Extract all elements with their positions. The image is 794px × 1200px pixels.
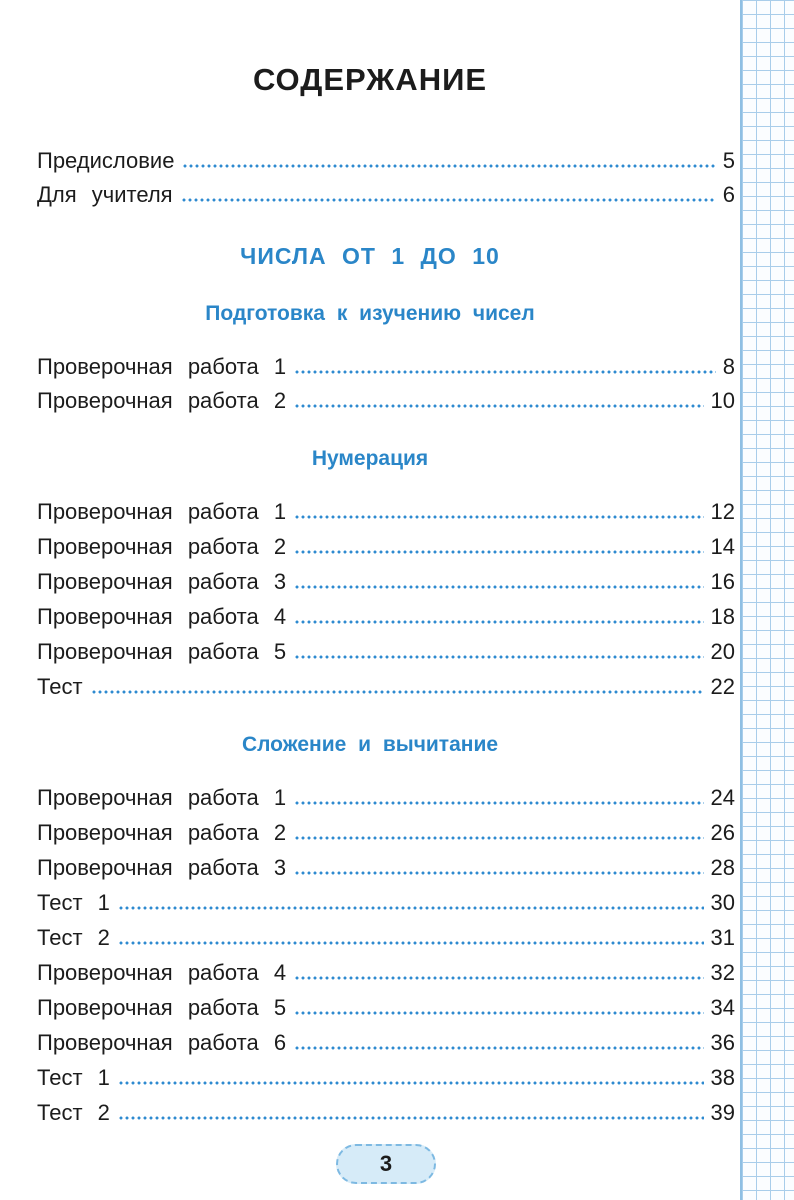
toc-row[interactable] xyxy=(37,144,735,174)
toc-row[interactable] xyxy=(37,350,735,380)
toc-page: 5 xyxy=(722,148,735,173)
toc-page: 26 xyxy=(710,820,735,845)
dot-leader xyxy=(118,941,704,945)
page-title: СОДЕРЖАНИЕ xyxy=(252,62,488,97)
toc-label: Предисловие xyxy=(37,148,175,173)
toc-label: Проверочная работа 6 xyxy=(37,1030,287,1055)
toc-page: 6 xyxy=(722,182,735,207)
toc-label: Проверочная работа 4 xyxy=(37,960,287,985)
toc-page: 38 xyxy=(710,1065,735,1090)
dot-leader xyxy=(294,976,703,980)
toc-page: 28 xyxy=(710,855,735,880)
toc-row[interactable] xyxy=(37,178,735,208)
dot-leader xyxy=(118,906,704,910)
dot-leader xyxy=(294,801,703,805)
toc-label: Проверочная работа 1 xyxy=(37,785,287,810)
toc-page: 14 xyxy=(710,534,735,559)
toc-page: 22 xyxy=(710,674,735,699)
toc-label: Проверочная работа 2 xyxy=(37,534,287,559)
toc-label: Проверочная работа 1 xyxy=(37,499,287,524)
grid-margin xyxy=(740,0,794,1200)
toc-label: Проверочная работа 2 xyxy=(37,388,287,413)
toc-label: Тест 2 xyxy=(37,1100,110,1125)
toc-label: Проверочная работа 5 xyxy=(37,639,287,664)
toc-row[interactable] xyxy=(37,600,735,630)
toc-page: 31 xyxy=(710,925,735,950)
toc-page: 16 xyxy=(710,569,735,594)
toc-label: Тест xyxy=(37,674,83,699)
toc-label: Для учителя xyxy=(37,182,173,207)
dot-leader xyxy=(294,585,703,589)
section-heading: Подготовка к изучению чисел xyxy=(205,302,535,325)
toc-label: Проверочная работа 3 xyxy=(37,569,287,594)
chapter-heading: ЧИСЛА ОТ 1 ДО 10 xyxy=(240,243,500,269)
section-heading: Сложение и вычитание xyxy=(241,733,499,756)
toc-row[interactable] xyxy=(37,635,735,665)
toc-row[interactable] xyxy=(37,670,735,700)
toc-page: 8 xyxy=(722,354,735,379)
toc-page: 18 xyxy=(710,604,735,629)
toc-page: 36 xyxy=(710,1030,735,1055)
section-heading: Нумерация xyxy=(311,447,429,470)
toc-page: 24 xyxy=(710,785,735,810)
toc-page: 20 xyxy=(710,639,735,664)
toc-row[interactable] xyxy=(37,781,735,811)
toc-row[interactable] xyxy=(37,565,735,595)
toc-label: Проверочная работа 2 xyxy=(37,820,287,845)
toc-page: 10 xyxy=(710,388,735,413)
dot-leader xyxy=(294,620,703,624)
toc-label: Проверочная работа 3 xyxy=(37,855,287,880)
dot-leader xyxy=(294,550,703,554)
toc-label: Тест 1 xyxy=(37,890,110,915)
toc-row[interactable] xyxy=(37,991,735,1021)
toc-row[interactable] xyxy=(37,384,735,414)
dot-leader xyxy=(182,164,715,168)
toc-row[interactable] xyxy=(37,530,735,560)
dot-leader xyxy=(118,1081,704,1085)
toc-label: Тест 1 xyxy=(37,1065,110,1090)
dot-leader xyxy=(294,370,716,374)
dot-leader xyxy=(294,1011,703,1015)
dot-leader xyxy=(181,198,716,202)
toc-page: 34 xyxy=(710,995,735,1020)
toc-row[interactable] xyxy=(37,886,735,916)
toc-row[interactable] xyxy=(37,816,735,846)
toc-row[interactable] xyxy=(37,921,735,951)
toc-label: Проверочная работа 4 xyxy=(37,604,287,629)
dot-leader xyxy=(91,690,704,694)
toc-row[interactable] xyxy=(37,495,735,525)
toc-label: Проверочная работа 1 xyxy=(37,354,287,379)
dot-leader xyxy=(294,655,703,659)
toc-row[interactable] xyxy=(37,1061,735,1091)
toc-row[interactable] xyxy=(37,1026,735,1056)
dot-leader xyxy=(118,1116,704,1120)
dot-leader xyxy=(294,1046,703,1050)
toc-page: 30 xyxy=(710,890,735,915)
toc-page: 32 xyxy=(710,960,735,985)
dot-leader xyxy=(294,871,703,875)
dot-leader xyxy=(294,404,703,408)
toc-page: 39 xyxy=(710,1100,735,1125)
page-number-badge: 3 xyxy=(336,1144,436,1184)
toc-label: Тест 2 xyxy=(37,925,110,950)
toc-row[interactable] xyxy=(37,1096,735,1126)
dot-leader xyxy=(294,515,703,519)
toc-label: Проверочная работа 5 xyxy=(37,995,287,1020)
toc-row[interactable] xyxy=(37,851,735,881)
dot-leader xyxy=(294,836,703,840)
toc-row[interactable] xyxy=(37,956,735,986)
toc-page: 12 xyxy=(710,499,735,524)
